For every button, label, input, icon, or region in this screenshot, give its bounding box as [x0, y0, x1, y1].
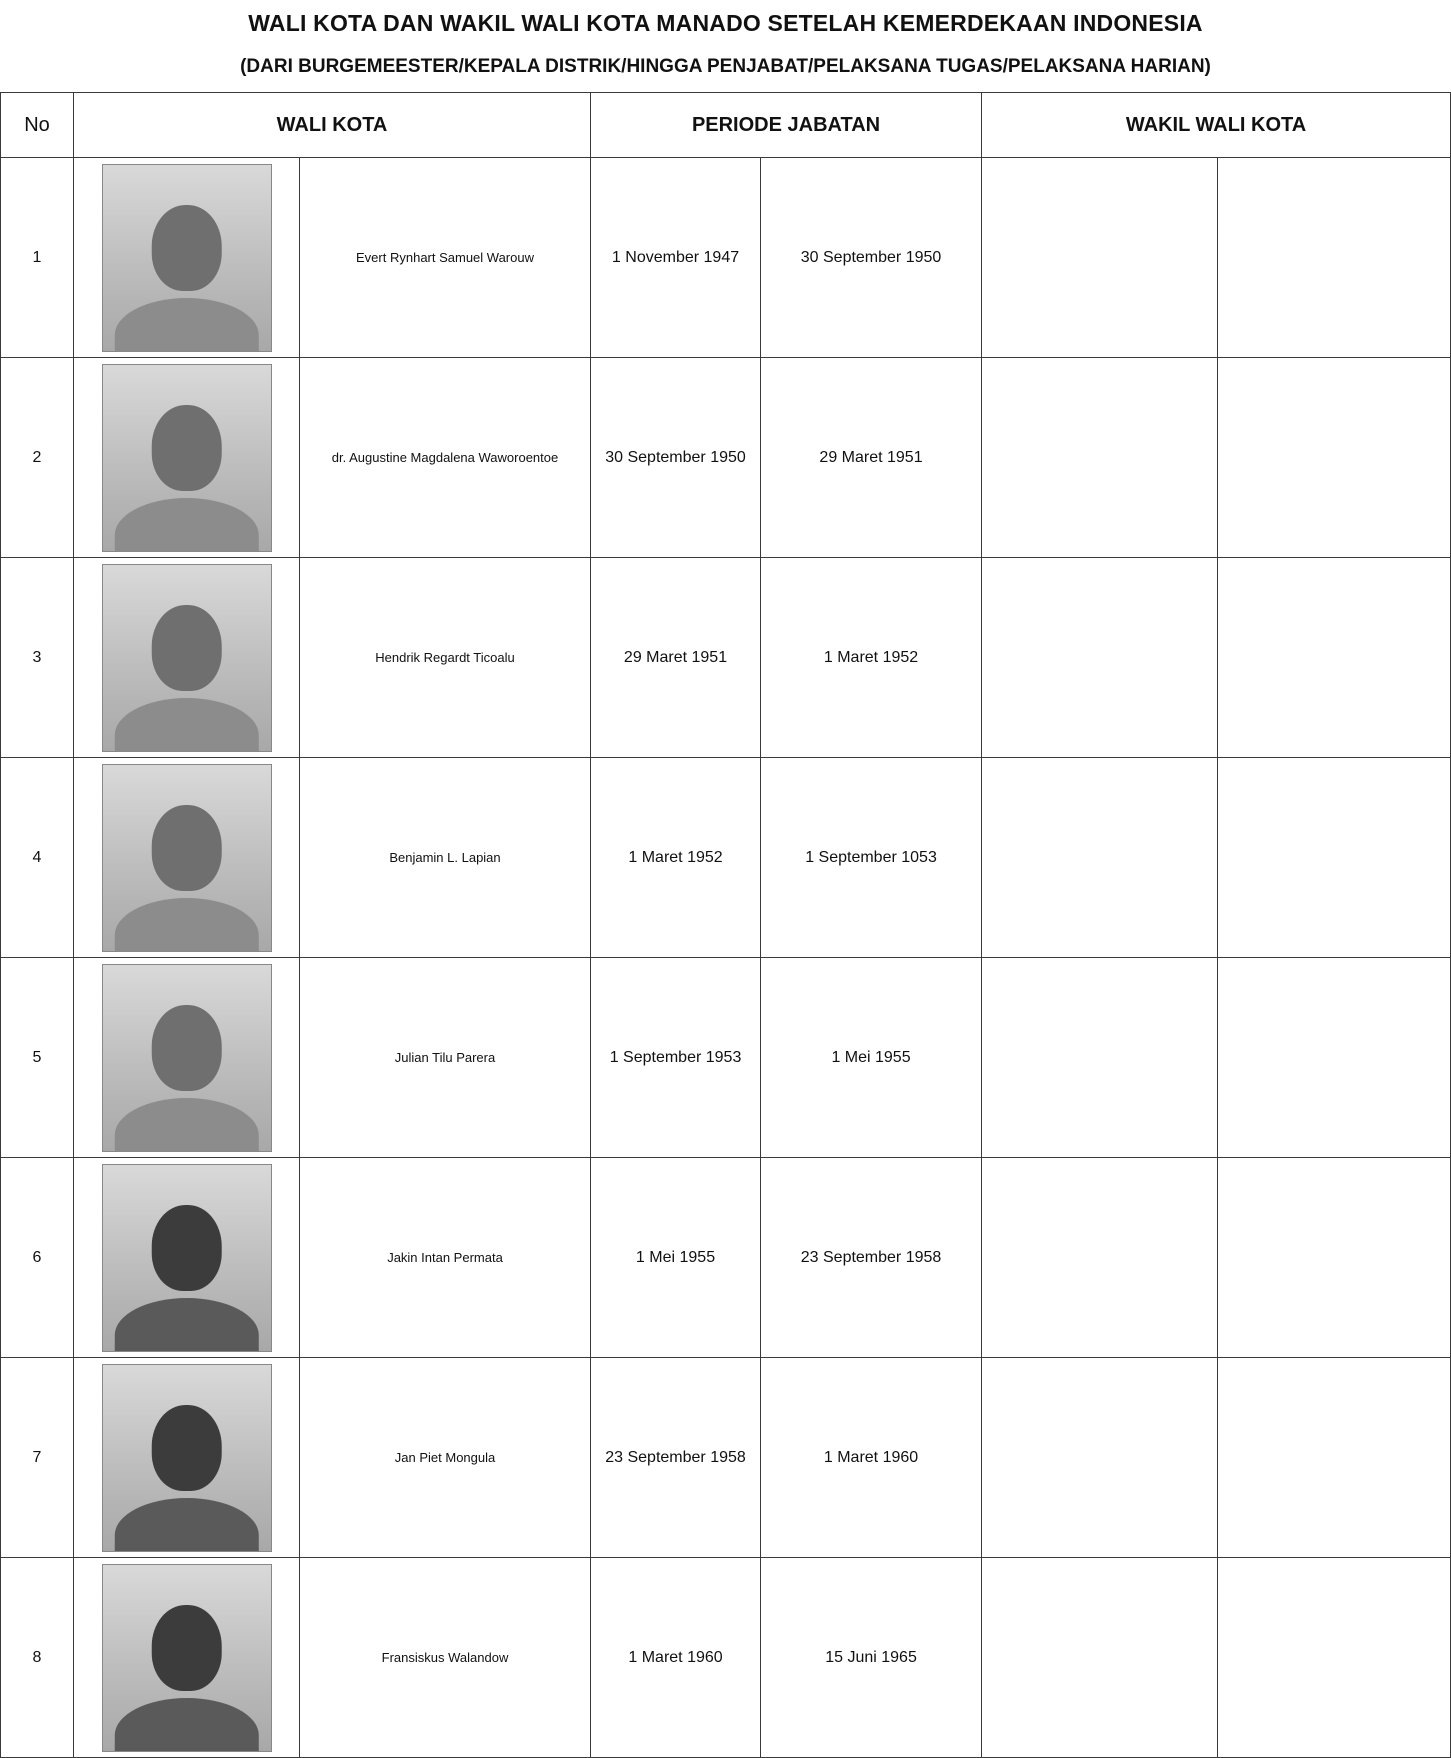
- header-no: No: [1, 93, 74, 158]
- mayor-name: Julian Tilu Parera: [300, 958, 591, 1158]
- row-number: 5: [1, 958, 74, 1158]
- vice-mayor-photo-cell: [982, 1558, 1218, 1758]
- portrait-cell: [74, 1158, 300, 1358]
- header-wakil-wali-kota: WAKIL WALI KOTA: [982, 93, 1451, 158]
- row-number: 7: [1, 1358, 74, 1558]
- vice-mayor-photo-cell: [982, 958, 1218, 1158]
- vice-mayor-name-cell: [1218, 1358, 1451, 1558]
- portrait-photo: [102, 1564, 272, 1752]
- vice-mayor-photo-cell: [982, 1158, 1218, 1358]
- row-number: 1: [1, 158, 74, 358]
- portrait-photo: [102, 164, 272, 352]
- portrait-photo: [102, 764, 272, 952]
- table-header-row: [1, 93, 1451, 158]
- vice-mayor-name-cell: [1218, 958, 1451, 1158]
- row-number: 4: [1, 758, 74, 958]
- term-start: 29 Maret 1951: [591, 558, 761, 758]
- portrait-cell: [74, 358, 300, 558]
- row-number: 8: [1, 1558, 74, 1758]
- portrait-photo: [102, 964, 272, 1152]
- vice-mayor-photo-cell: [982, 358, 1218, 558]
- portrait-cell: [74, 1358, 300, 1558]
- vice-mayor-name-cell: [1218, 1558, 1451, 1758]
- header-periode-jabatan: PERIODE JABATAN: [591, 93, 982, 158]
- vice-mayor-name-cell: [1218, 558, 1451, 758]
- row-number: 6: [1, 1158, 74, 1358]
- table-row: [1, 158, 1451, 358]
- page-title: WALI KOTA DAN WAKIL WALI KOTA MANADO SETELAH KEMERDEKAAN INDONESIA: [248, 10, 1203, 36]
- row-number: 3: [1, 558, 74, 758]
- term-start: 1 Maret 1952: [591, 758, 761, 958]
- table-row: [1, 1158, 1451, 1358]
- portrait-cell: [74, 158, 300, 358]
- portrait-photo: [102, 1364, 272, 1552]
- portrait-photo: [102, 364, 272, 552]
- term-end: 15 Juni 1965: [761, 1558, 982, 1758]
- vice-mayor-name-cell: [1218, 358, 1451, 558]
- table-row: [1, 758, 1451, 958]
- mayor-name: Benjamin L. Lapian: [300, 758, 591, 958]
- term-end: 23 September 1958: [761, 1158, 982, 1358]
- mayors-table: [0, 92, 1451, 1758]
- vice-mayor-photo-cell: [982, 158, 1218, 358]
- term-end: 29 Maret 1951: [761, 358, 982, 558]
- vice-mayor-name-cell: [1218, 758, 1451, 958]
- term-end: 1 Maret 1952: [761, 558, 982, 758]
- term-end: 1 September 1053: [761, 758, 982, 958]
- page-subtitle: (DARI BURGEMEESTER/KEPALA DISTRIK/HINGGA PENJABAT/PELAKSANA TUGAS/PELAKSANA HARIAN): [240, 56, 1211, 77]
- term-start: 1 Maret 1960: [591, 1558, 761, 1758]
- vice-mayor-photo-cell: [982, 558, 1218, 758]
- term-end: 1 Maret 1960: [761, 1358, 982, 1558]
- table-row: [1, 958, 1451, 1158]
- table-row: [1, 1558, 1451, 1758]
- mayor-name: dr. Augustine Magdalena Waworoentoe: [300, 358, 591, 558]
- portrait-cell: [74, 558, 300, 758]
- header-wali-kota: WALI KOTA: [74, 93, 591, 158]
- mayor-name: Hendrik Regardt Ticoalu: [300, 558, 591, 758]
- vice-mayor-name-cell: [1218, 158, 1451, 358]
- term-start: 1 September 1953: [591, 958, 761, 1158]
- term-start: 1 November 1947: [591, 158, 761, 358]
- term-end: 1 Mei 1955: [761, 958, 982, 1158]
- term-start: 23 September 1958: [591, 1358, 761, 1558]
- portrait-cell: [74, 1558, 300, 1758]
- vice-mayor-photo-cell: [982, 758, 1218, 958]
- portrait-cell: [74, 758, 300, 958]
- portrait-cell: [74, 958, 300, 1158]
- vice-mayor-name-cell: [1218, 1158, 1451, 1358]
- portrait-photo: [102, 564, 272, 752]
- mayor-name: Jan Piet Mongula: [300, 1358, 591, 1558]
- mayor-name: Evert Rynhart Samuel Warouw: [300, 158, 591, 358]
- mayor-name: Jakin Intan Permata: [300, 1158, 591, 1358]
- term-end: 30 September 1950: [761, 158, 982, 358]
- table-row: [1, 358, 1451, 558]
- term-start: 30 September 1950: [591, 358, 761, 558]
- portrait-photo: [102, 1164, 272, 1352]
- mayor-name: Fransiskus Walandow: [300, 1558, 591, 1758]
- table-row: [1, 1358, 1451, 1558]
- table-row: [1, 558, 1451, 758]
- row-number: 2: [1, 358, 74, 558]
- vice-mayor-photo-cell: [982, 1358, 1218, 1558]
- term-start: 1 Mei 1955: [591, 1158, 761, 1358]
